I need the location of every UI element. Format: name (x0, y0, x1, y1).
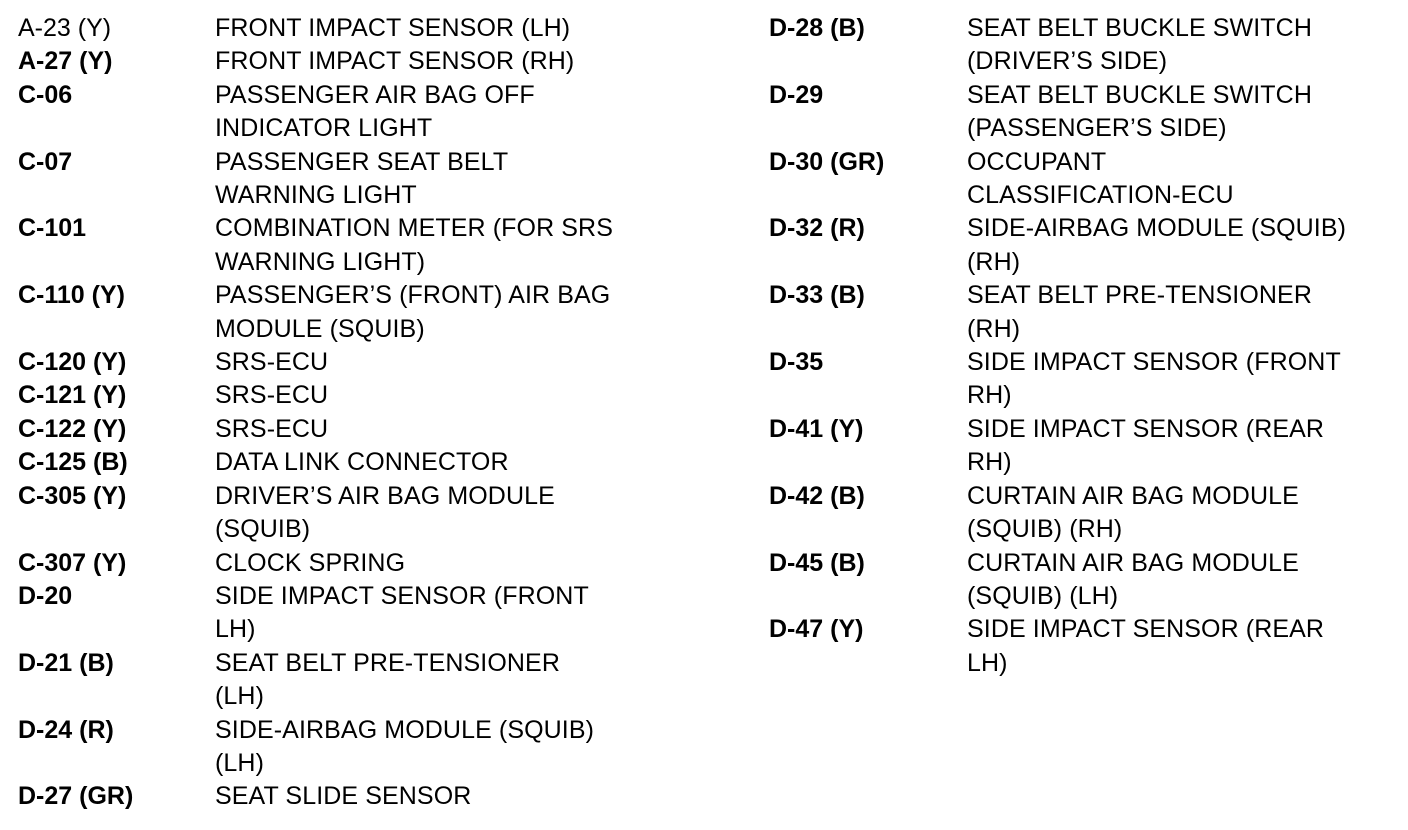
connector-entry (18, 12, 668, 45)
connector-entry (769, 79, 1399, 146)
connector-code: C-121 (Y) (18, 381, 127, 410)
connector-description: DRIVER’S AIR BAG MODULE (SQUIB) (215, 481, 555, 544)
connector-entry (18, 79, 668, 146)
connector-code: D-29 (769, 80, 824, 109)
connector-entry (769, 146, 1399, 213)
connector-entry (769, 480, 1399, 547)
connector-description: OCCUPANT CLASSIFICATION-ECU (967, 147, 1234, 210)
connector-description: DATA LINK CONNECTOR (215, 448, 509, 477)
connector-code: C-120 (Y) (18, 348, 127, 377)
connector-description: COMBINATION METER (FOR SRS WARNING LIGHT) (215, 214, 613, 276)
connector-code: C-110 (Y) (18, 281, 125, 310)
connector-code: C-307 (Y) (18, 548, 127, 577)
connector-description: SIDE-AIRBAG MODULE (SQUIB) (LH) (215, 715, 595, 777)
connector-description: SRS-ECU (215, 348, 329, 377)
connector-code: C-07 (18, 147, 73, 176)
connector-entry (769, 413, 1399, 480)
connector-description: CURTAIN AIR BAG MODULE (SQUIB) (RH) (967, 481, 1299, 544)
connector-description: SEAT BELT PRE-TENSIONER (LH) (215, 648, 560, 711)
connector-entry (769, 547, 1399, 614)
connector-code: D-24 (R) (18, 715, 114, 744)
connector-description: PASSENGER’S (FRONT) AIR BAG MODULE (SQUIB) (215, 281, 611, 343)
connector-code: D-47 (Y) (769, 615, 864, 644)
connector-entry (18, 580, 668, 647)
connector-entry (18, 547, 668, 580)
connector-description: SRS-ECU (215, 414, 329, 443)
connector-entry (769, 613, 1399, 680)
connector-code: C-06 (18, 80, 73, 109)
connector-entry (18, 146, 668, 213)
connector-code: D-21 (B) (18, 648, 114, 677)
connector-entry (769, 12, 1399, 79)
connector-entry (769, 212, 1399, 279)
connector-list-left-column (18, 12, 668, 814)
connector-description: SRS-ECU (215, 381, 329, 410)
connector-code: A-23 (Y) (18, 14, 112, 42)
connector-entry (18, 780, 668, 813)
connector-description: SEAT BELT BUCKLE SWITCH (DRIVER’S SIDE) (967, 14, 1312, 76)
connector-entry (18, 212, 668, 279)
connector-code: C-305 (Y) (18, 481, 127, 510)
connector-code: C-125 (B) (18, 448, 128, 477)
connector-description: SEAT BELT PRE-TENSIONER (RH) (967, 281, 1312, 343)
connector-description: SIDE IMPACT SENSOR (FRONT LH) (215, 581, 589, 644)
connector-code: D-30 (GR) (769, 147, 885, 176)
connector-description: SIDE IMPACT SENSOR (REAR RH) (967, 414, 1325, 477)
connector-description: CURTAIN AIR BAG MODULE (SQUIB) (LH) (967, 548, 1299, 610)
connector-description: SIDE IMPACT SENSOR (FRONT RH) (967, 348, 1341, 410)
connector-description: SEAT SLIDE SENSOR (215, 782, 472, 811)
connector-code: D-32 (R) (769, 214, 865, 243)
connector-code: C-101 (18, 214, 87, 243)
connector-description: CLOCK SPRING (215, 548, 406, 577)
connector-code: D-28 (B) (769, 14, 865, 42)
connector-entry (18, 279, 668, 346)
connector-description: PASSENGER SEAT BELT WARNING LIGHT (215, 147, 509, 210)
connector-entry (18, 45, 668, 78)
connector-entry (769, 279, 1399, 346)
connector-entry (18, 413, 668, 446)
connector-code: D-27 (GR) (18, 782, 134, 811)
connector-code: D-42 (B) (769, 481, 865, 510)
connector-entry (18, 480, 668, 547)
connector-code: D-33 (B) (769, 281, 865, 310)
connector-description: SEAT BELT BUCKLE SWITCH (PASSENGER’S SIDE) (967, 80, 1312, 143)
connector-entry (18, 446, 668, 479)
connector-entry (18, 379, 668, 412)
connector-description: PASSENGER AIR BAG OFF INDICATOR LIGHT (215, 80, 535, 143)
connector-code: D-45 (B) (769, 548, 865, 577)
connector-description: FRONT IMPACT SENSOR (LH) (215, 14, 571, 42)
connector-description: FRONT IMPACT SENSOR (RH) (215, 47, 575, 76)
connector-description: SIDE-AIRBAG MODULE (SQUIB) (RH) (967, 214, 1347, 276)
connector-entry (769, 346, 1399, 413)
connector-code: C-122 (Y) (18, 414, 127, 443)
connector-code: A-27 (Y) (18, 47, 113, 76)
connector-description: SIDE IMPACT SENSOR (REAR LH) (967, 615, 1325, 677)
connector-entry (18, 346, 668, 379)
connector-code: D-41 (Y) (769, 414, 864, 443)
connector-code: D-35 (769, 348, 824, 377)
connector-code: D-20 (18, 581, 73, 610)
connector-entry (18, 714, 668, 781)
connector-entry (18, 647, 668, 714)
connector-list-right-column (769, 12, 1399, 680)
